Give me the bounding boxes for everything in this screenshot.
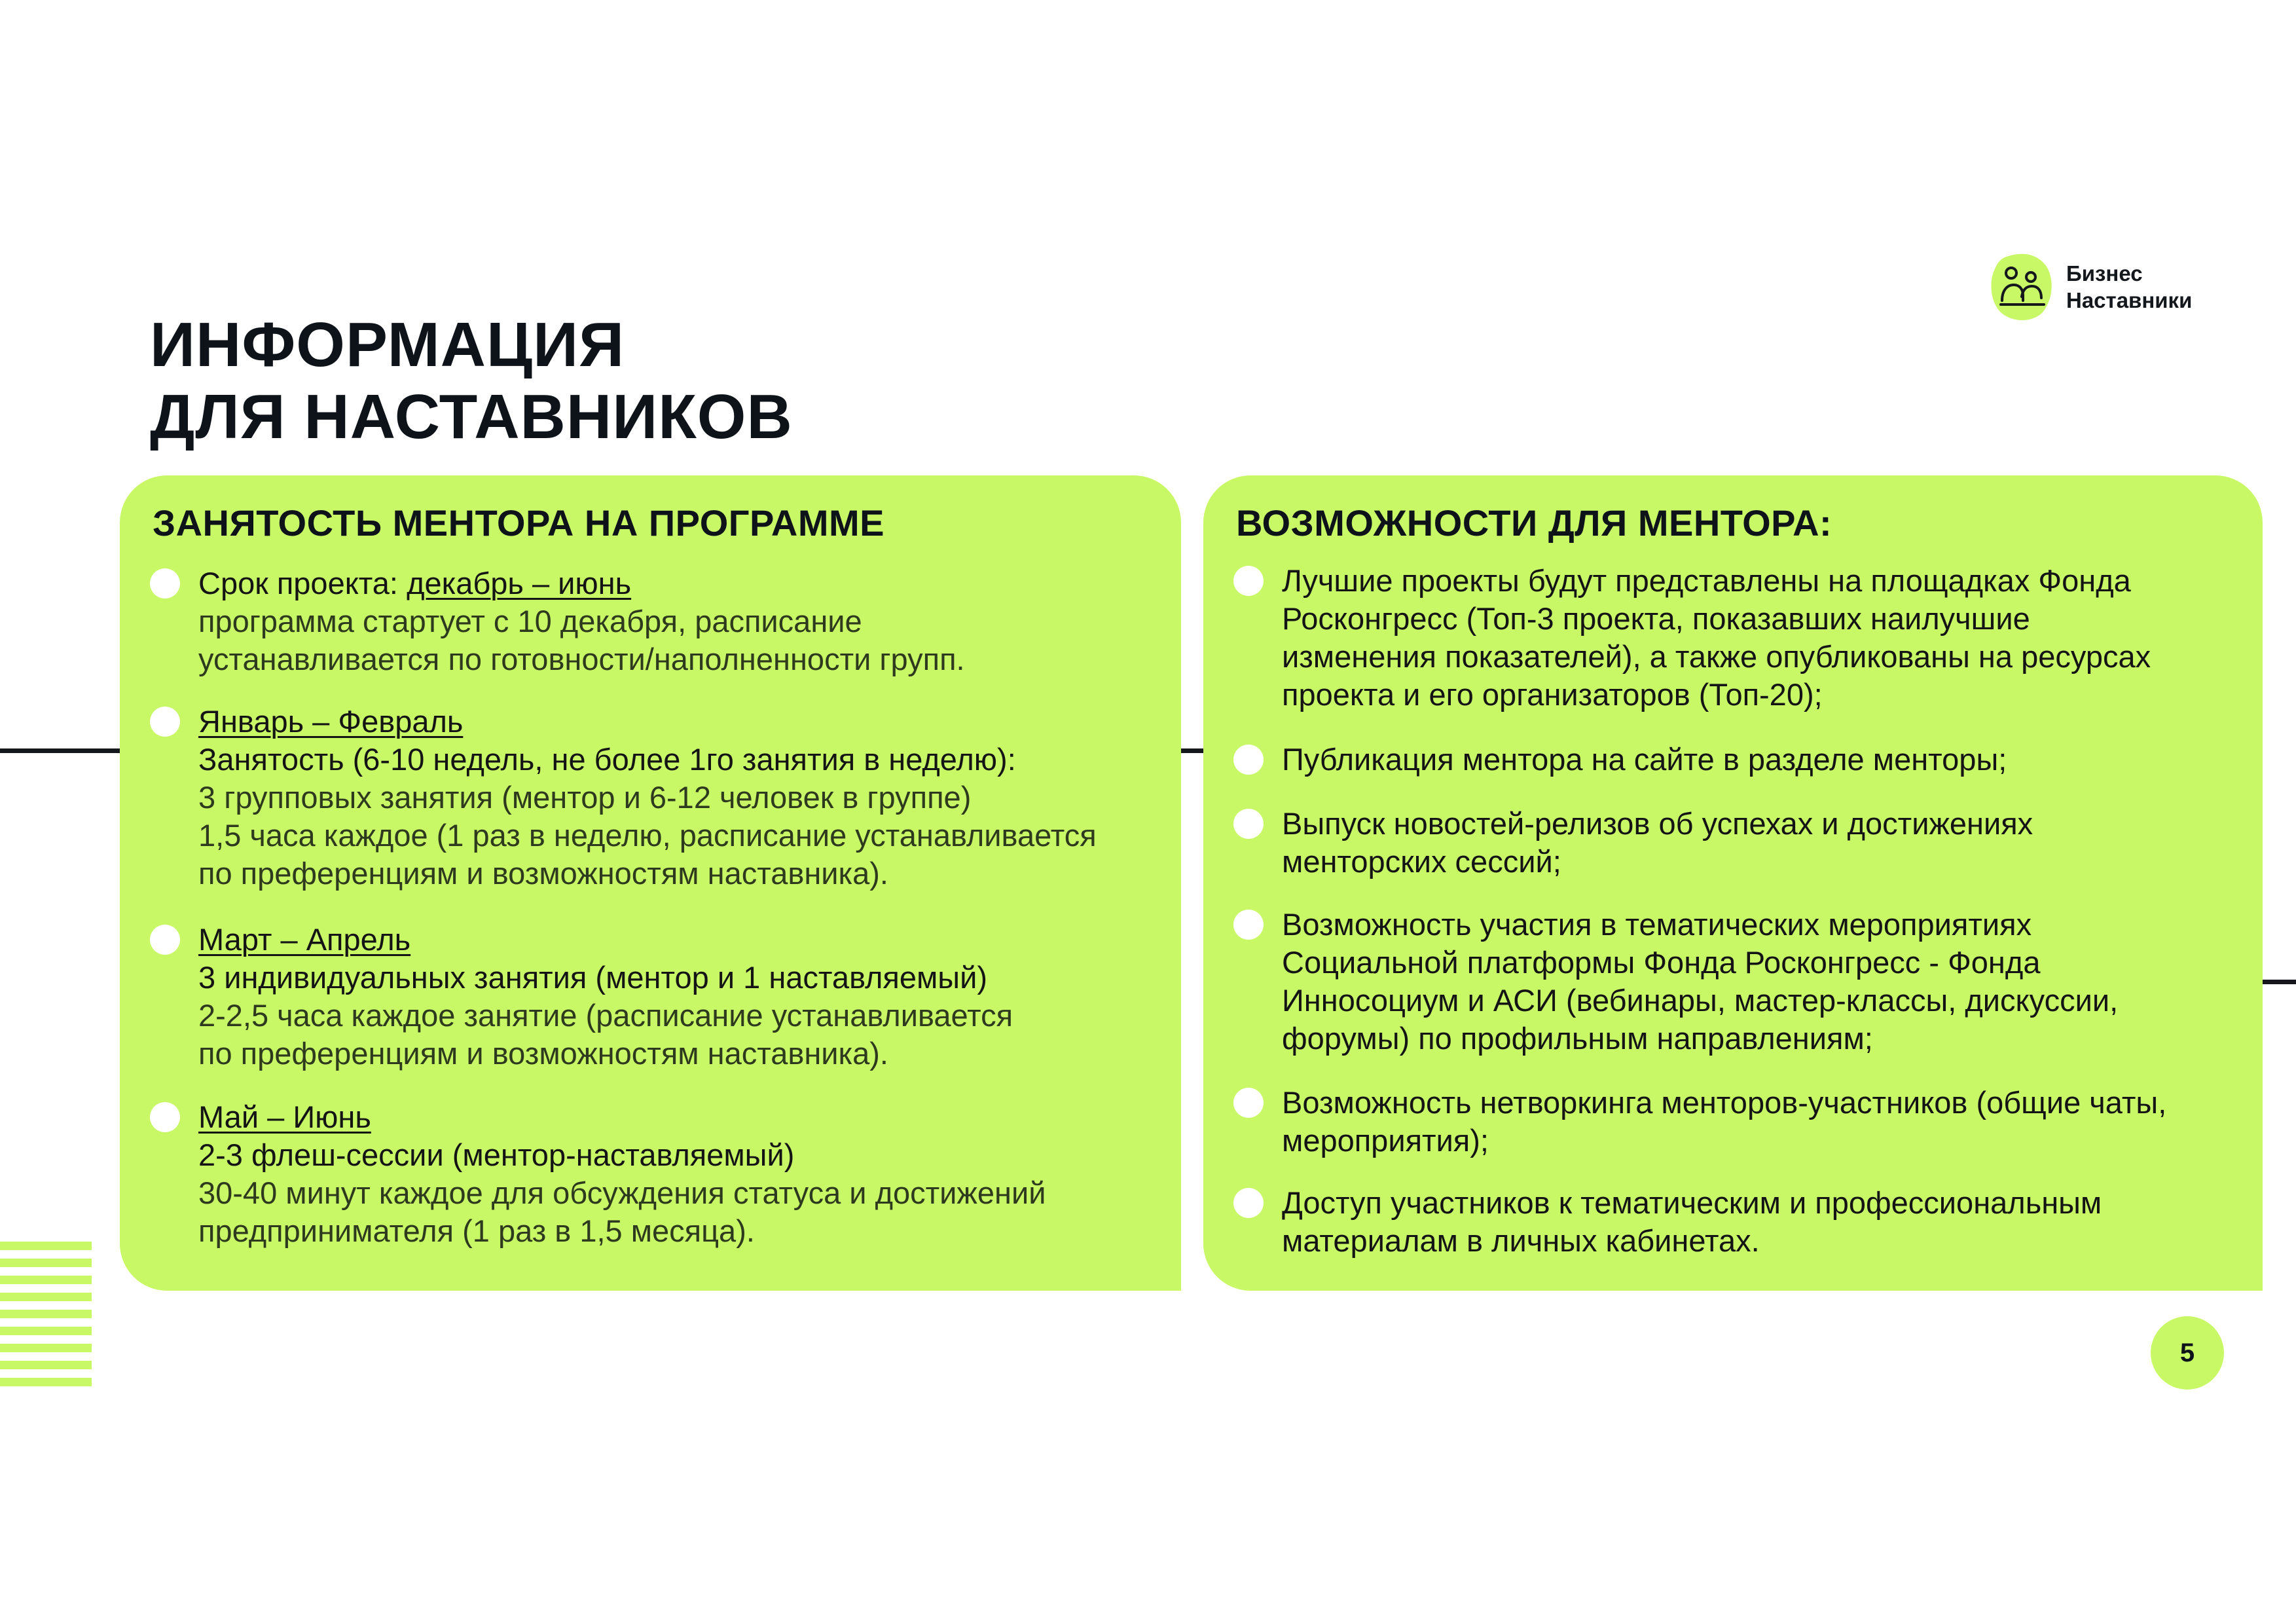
schedule-item-line: устанавливается по готовности/наполненности групп. — [198, 642, 965, 676]
bullet-icon — [1233, 1188, 1264, 1218]
left-divider-line — [0, 748, 120, 753]
decorative-stripes — [0, 1242, 92, 1390]
page-number: 5 — [2151, 1316, 2224, 1390]
opportunity-line: проекта и его организаторов (Топ-20); — [1282, 677, 1823, 712]
schedule-item-line: 30-40 минут каждое для обсуждения статуса и достижений — [198, 1175, 1046, 1210]
period-mar-apr: Март – Апрель — [198, 922, 411, 957]
mentor-opportunities-title: ВОЗМОЖНОСТИ ДЛЯ МЕНТОРА: — [1236, 502, 1832, 544]
opportunity-line: Социальной платформы Фонда Росконгресс - Фонда — [1282, 945, 2041, 980]
bullet-icon — [150, 707, 180, 737]
mentor-schedule-card — [120, 475, 1181, 1291]
bullet-icon — [1233, 910, 1264, 940]
schedule-item-line: 3 групповых занятия (ментор и 6-12 человек в группе) — [198, 780, 972, 815]
opportunity-line: Доступ участников к тематическим и профессиональным — [1282, 1185, 2102, 1220]
bullet-icon — [1233, 809, 1264, 839]
bullet-icon — [1233, 745, 1264, 775]
schedule-item-subheading: Занятость (6-10 недель, не более 1го занятия в неделю): — [198, 742, 1016, 777]
schedule-item-line: по преференциям и возможностям наставника). — [198, 1036, 888, 1071]
brand-logo — [1990, 252, 2192, 321]
schedule-item-heading — [198, 921, 1161, 959]
schedule-item-line: по преференциям и возможностям наставника). — [198, 856, 888, 891]
schedule-item-heading — [198, 703, 1161, 741]
page-title-line-1: ИНФОРМАЦИЯ — [150, 310, 625, 380]
page-title-line-2: ДЛЯ НАСТАВНИКОВ — [150, 382, 793, 452]
schedule-item-heading — [198, 564, 1161, 602]
opportunity-line: Публикация ментора на сайте в разделе менторы; — [1282, 742, 2007, 777]
opportunity-line: Лучшие проекты будут представлены на площадках Фонда — [1282, 563, 2131, 598]
mentors-logo-icon — [1990, 252, 2053, 321]
bullet-icon — [150, 1102, 180, 1132]
opportunity-line: материалам в личных кабинетах. — [1282, 1223, 1760, 1258]
opportunity-line: Возможность участия в тематических мероприятиях — [1282, 907, 2032, 942]
opportunity-line: Росконгресс (Топ-3 проекта, показавших наилучшие — [1282, 601, 2030, 636]
opportunity-line: менторских сессий; — [1282, 844, 1561, 879]
logo-line-2: Наставники — [2066, 287, 2193, 312]
schedule-item-heading — [198, 1098, 1161, 1136]
opportunity-line: Инносоциум и АСИ (вебинары, мастер-классы, дискуссии, — [1282, 983, 2119, 1018]
opportunity-line: Выпуск новостей-релизов об успехах и достижениях — [1282, 806, 2033, 841]
opportunity-line: форумы) по профильным направлениям; — [1282, 1021, 1873, 1056]
page-title — [150, 309, 793, 453]
bullet-icon — [150, 925, 180, 955]
schedule-item-line: предпринимателя (1 раз в 1,5 месяца). — [198, 1213, 755, 1248]
right-divider-line — [2263, 980, 2296, 984]
middle-divider-line — [1181, 748, 1203, 753]
bullet-icon — [150, 568, 180, 599]
mentor-schedule-title: ЗАНЯТОСТЬ МЕНТОРА НА ПРОГРАММЕ — [153, 502, 885, 544]
period-may-jun: Май – Июнь — [198, 1099, 371, 1134]
schedule-item-subheading: 3 индивидуальных занятия (ментор и 1 наставляемый) — [198, 960, 987, 995]
schedule-item-subheading: 2-3 флеш-сессии (ментор-наставляемый) — [198, 1137, 795, 1172]
logo-line-1: Бизнес — [2066, 261, 2143, 286]
bullet-icon — [1233, 1088, 1264, 1118]
opportunity-line: Возможность нетворкинга менторов-участников (общие чаты, — [1282, 1085, 2167, 1120]
term-period: декабрь – июнь — [407, 566, 632, 600]
opportunity-line: изменения показателей), а также опубликованы на ресурсах — [1282, 639, 2151, 674]
schedule-item-line: 1,5 часа каждое (1 раз в неделю, расписание устанавливается — [198, 818, 1097, 853]
bullet-icon — [1233, 566, 1264, 596]
schedule-item-line: программа стартует с 10 декабря, расписание — [198, 604, 862, 638]
opportunity-line: мероприятия); — [1282, 1123, 1489, 1158]
term-label: Срок проекта: — [198, 566, 407, 600]
period-jan-feb: Январь – Февраль — [198, 704, 464, 739]
mentor-opportunities-card — [1203, 475, 2263, 1291]
logo-text — [2066, 260, 2192, 314]
schedule-item-line: 2-2,5 часа каждое занятие (расписание устанавливается — [198, 998, 1013, 1033]
